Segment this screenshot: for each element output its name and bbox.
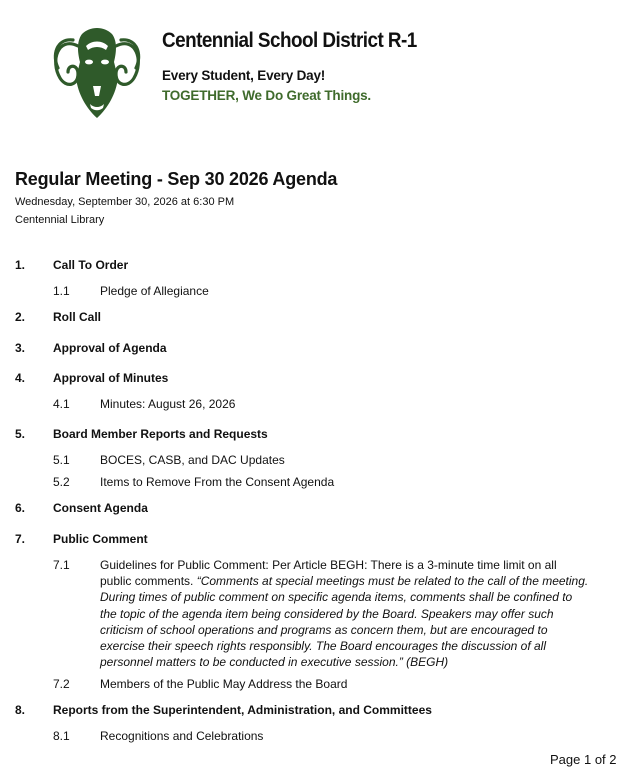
agenda-subitem-text: Recognitions and Celebrations — [100, 729, 264, 743]
agenda-item-title: Approval of Agenda — [53, 341, 167, 355]
agenda-subitem-number: 4.1 — [53, 397, 70, 411]
public-comment-guidelines — [100, 557, 590, 670]
agenda-item-number: 8. — [15, 703, 26, 717]
agenda-item-title: Consent Agenda — [53, 501, 148, 515]
agenda-item-title: Public Comment — [53, 532, 148, 546]
page-number: Page 1 of 2 — [550, 752, 617, 767]
agenda-subitem-number: 7.2 — [53, 677, 70, 691]
agenda-item-number: 1. — [15, 258, 26, 272]
guidelines-intro: Guidelines for Public Comment: Per Article BEGH: There is a 3-minute time limit on all public comments. — [100, 558, 557, 589]
ram-mascot-logo-icon — [48, 16, 146, 126]
tagline-secondary: TOGETHER, We Do Great Things. — [162, 88, 371, 103]
agenda-item-number: 6. — [15, 501, 26, 515]
agenda-subitem-text: Members of the Public May Address the Board — [100, 677, 348, 691]
agenda-item-title: Roll Call — [53, 310, 102, 324]
guidelines-reference: (BEGH) — [402, 655, 449, 670]
agenda-item-title: Approval of Minutes — [53, 371, 169, 385]
agenda-subitem-text: Items to Remove From the Consent Agenda — [100, 475, 335, 489]
agenda-subitem-text: Minutes: August 26, 2026 — [100, 397, 236, 411]
agenda-item-number: 7. — [15, 532, 26, 546]
agenda-item-title: Board Member Reports and Requests — [53, 427, 268, 441]
agenda-item-number: 3. — [15, 341, 26, 355]
agenda-item-title: Call To Order — [53, 258, 129, 272]
agenda-subitem-number: 8.1 — [53, 729, 70, 743]
guidelines-quote: “Comments at special meetings must be related to the call of the meeting. During times of public comment on specific agenda items, comments shall be confined to the topic of the agenda item being considered by the Board. Speakers may offer such criticism of school operations and programs as concern them, but are encouraged to exercise their speech rights responsibly. The Board encourages the discussion of all personnel matters to be conducted in executive session.” — [100, 574, 589, 670]
tagline-primary: Every Student, Every Day! — [162, 68, 326, 83]
agenda-subitem-text: BOCES, CASB, and DAC Updates — [100, 453, 285, 467]
meeting-datetime: Wednesday, September 30, 2026 at 6:30 PM — [15, 196, 235, 208]
agenda-subitem-number: 7.1 — [53, 558, 70, 572]
district-name: Centennial School District R-1 — [162, 29, 417, 52]
meeting-title: Regular Meeting - Sep 30 2026 Agenda — [15, 169, 338, 189]
agenda-item-number: 2. — [15, 310, 26, 324]
agenda-item-number: 5. — [15, 427, 26, 441]
meeting-location: Centennial Library — [15, 214, 105, 226]
agenda-subitem-number: 1.1 — [53, 284, 70, 298]
agenda-subitem-number: 5.1 — [53, 453, 70, 467]
agenda-subitem-number: 5.2 — [53, 475, 70, 489]
letterhead — [0, 0, 622, 140]
agenda-item-title: Reports from the Superintendent, Administration, and Committees — [53, 703, 432, 717]
agenda-item-number: 4. — [15, 371, 26, 385]
agenda-subitem-text: Pledge of Allegiance — [100, 284, 209, 298]
